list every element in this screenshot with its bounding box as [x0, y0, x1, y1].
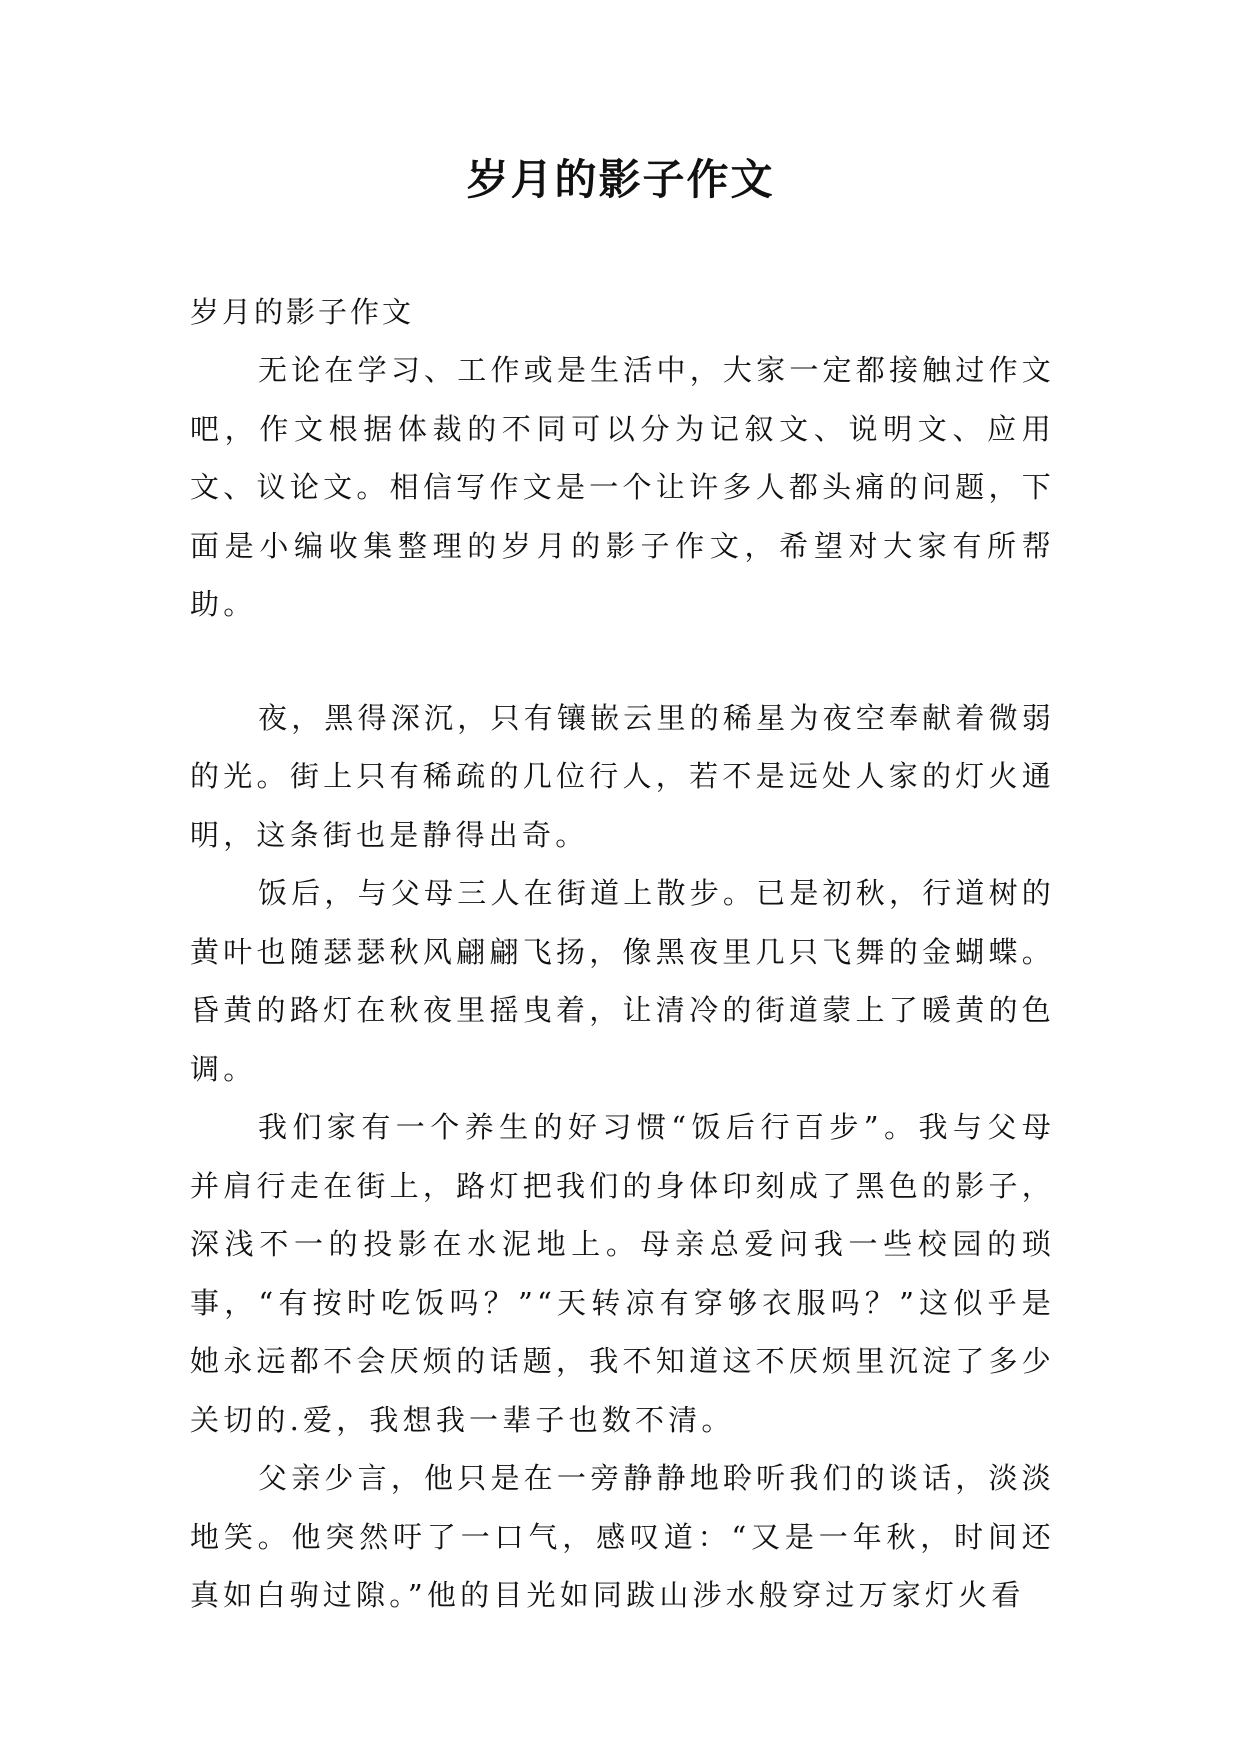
document-body [190, 283, 1055, 1625]
paragraph-spacer [190, 634, 1055, 689]
body-paragraph: 夜，黑得深沉，只有镶嵌云里的稀星为夜空奉献着微弱的光。街上只有稀疏的几位行人，若不是远处人家的灯火通明，这条街也是静得出奇。 [190, 700, 1055, 852]
body-paragraph: 我们家有一个养生的好习惯“饭后行百步”。我与父母并肩行走在街上，路灯把我们的身体印刻成了黑色的影子，深浅不一的投影在水泥地上。母亲总爱问我一些校园的琐事，“有按时吃饭吗？”“天转凉有穿够衣服吗？”这似乎是她永远都不会厌烦的话题，我不知道这不厌烦里沉淀了多少关切的.爱，我想我一辈子也数不清。 [190, 1110, 1055, 1437]
document-subtitle: 岁月的影子作文 [190, 295, 415, 329]
body-paragraph: 饭后，与父母三人在街道上散步。已是初秋，行道树的黄叶也随瑟瑟秋风翩翩飞扬，像黑夜里几只飞舞的金蝴蝶。昏黄的路灯在秋夜里摇曳着，让清冷的街道蒙上了暖黄的色调。 [190, 876, 1055, 1086]
intro-paragraph: 无论在学习、工作或是生活中，大家一定都接触过作文吧，作文根据体裁的不同可以分为记叙文、说明文、应用文、议论文。相信写作文是一个让许多人都头痛的问题，下面是小编收集整理的岁月的影子作文，希望对大家有所帮助。 [190, 353, 1055, 621]
body-paragraph: 父亲少言，他只是在一旁静静地聆听我们的谈话，淡淡地笑。他突然吁了一口气，感叹道：“又是一年秋，时间还真如白驹过隙。”他的目光如同跋山涉水般穿过万家灯火看 [190, 1461, 1055, 1612]
document-title: 岁月的影子作文 [466, 155, 775, 204]
